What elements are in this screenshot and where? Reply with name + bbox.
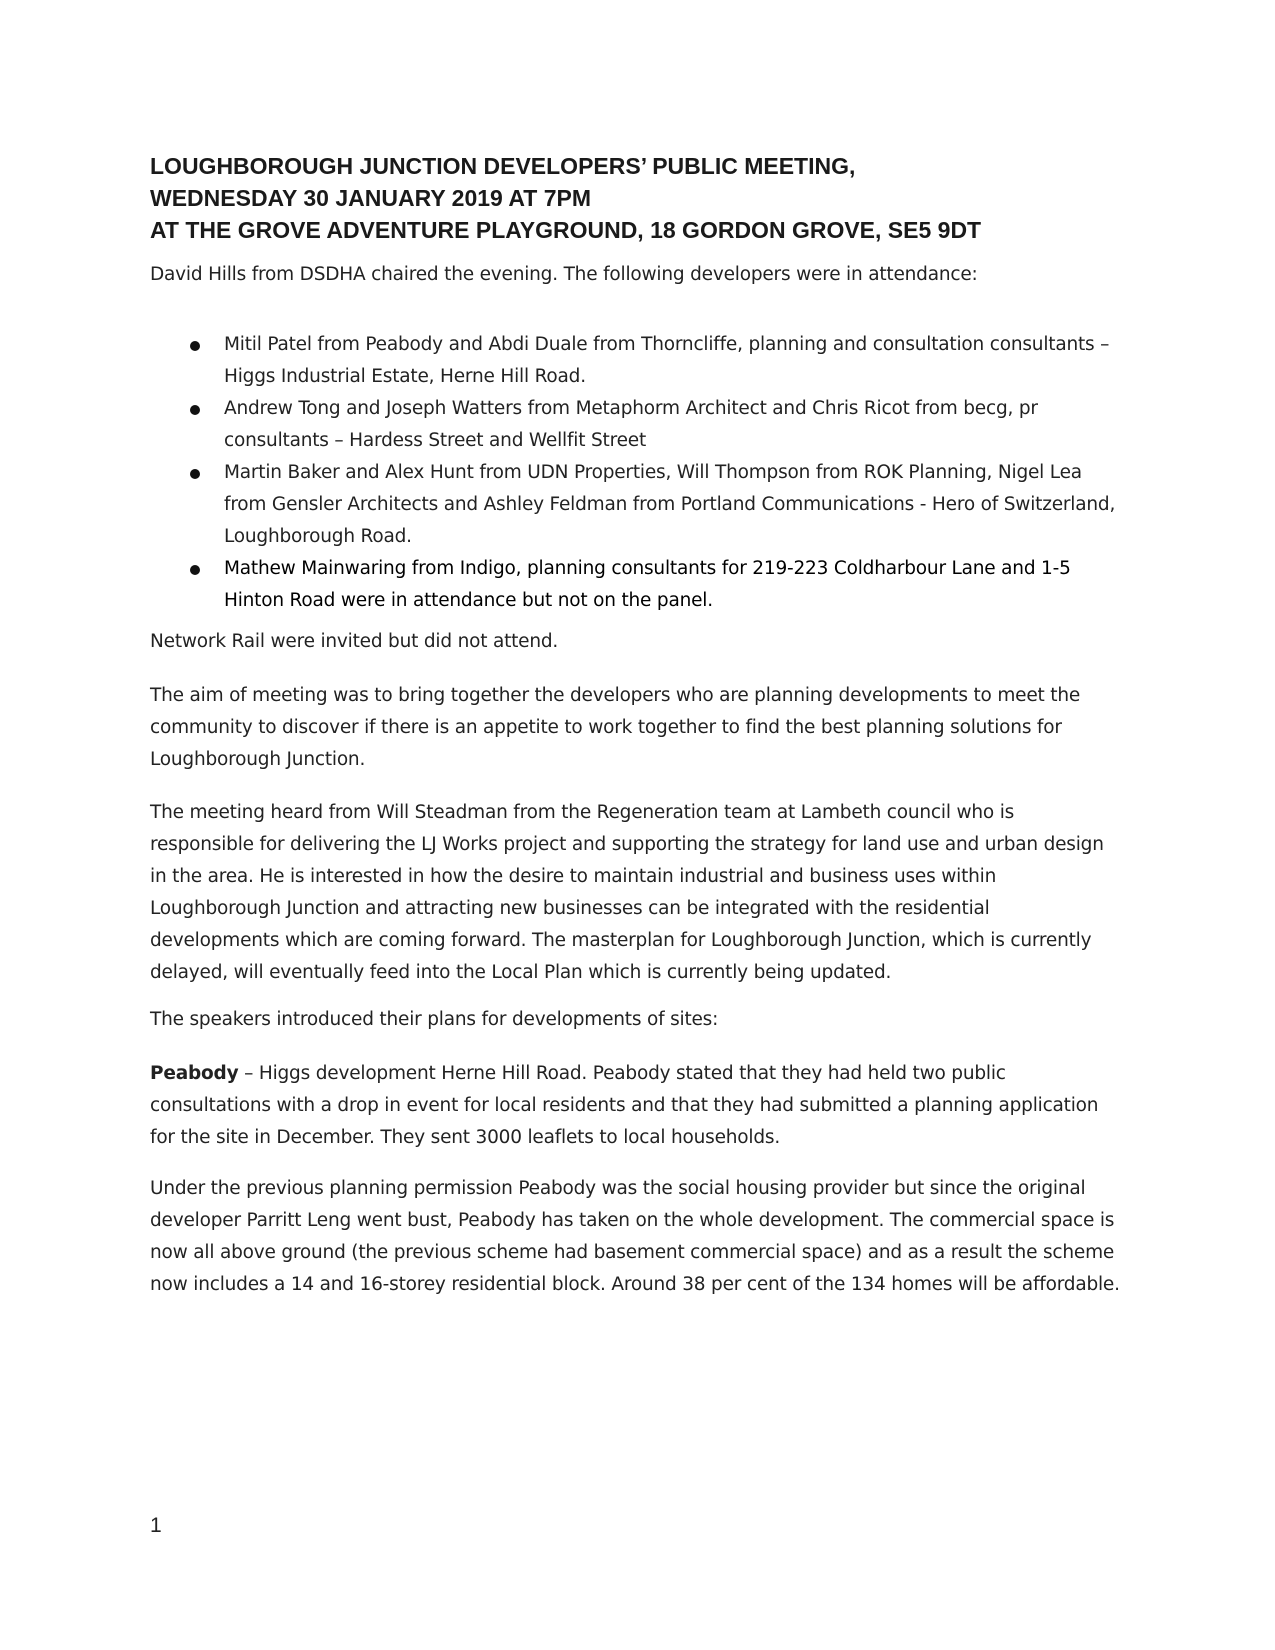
document-heading (150, 150, 1150, 246)
attendee-list (150, 329, 1120, 617)
page-number: 1 (150, 1514, 162, 1537)
list-item (150, 457, 1120, 553)
lambeth-paragraph: The meeting heard from Will Steadman from the Regeneration team at Lambeth council who is responsible for delivering the LJ Works project and supporting the strategy for land use and urban design in the area. He is interested in how the desire to maintain industrial and business uses within Loughborough Junction and attracting new businesses can be integrated with the residential developments which are coming forward. The masterplan for Loughborough Junction, which is currently delayed, will eventually feed into the Local Plan which is currently being updated. (150, 802, 1104, 983)
bullet-icon (190, 341, 200, 351)
peabody-label: Peabody (150, 1063, 239, 1084)
bullet-icon (190, 405, 200, 415)
attendee-text: Mathew Mainwaring from Indigo, planning consultants for 219-223 Coldharbour Lane and 1-5 Hinton Road were in attendance but not on the panel. (224, 558, 1071, 611)
bullet-icon (190, 469, 200, 479)
intro-paragraph: David Hills from DSDHA chaired the evening. The following developers were in attendance: (150, 264, 978, 285)
aim-paragraph: The aim of meeting was to bring together the developers who are planning developments to meet the community to discover if there is an appetite to work together to find the best planning solutions for Loughborough Junction. (150, 685, 1081, 770)
bullet-icon (190, 565, 200, 575)
peabody-paragraph (150, 1058, 1120, 1154)
attendee-text: Andrew Tong and Joseph Watters from Metaphorm Architect and Chris Ricot from becg, pr consultants – Hardess Street and Wellfit Street (224, 398, 1038, 451)
list-item (150, 393, 1120, 457)
heading-line-1: LOUGHBOROUGH JUNCTION DEVELOPERS’ PUBLIC MEETING, (150, 153, 856, 179)
heading-line-2: WEDNESDAY 30 JANUARY 2019 AT 7PM (150, 185, 591, 211)
attendee-text: Martin Baker and Alex Hunt from UDN Properties, Will Thompson from ROK Planning, Nigel Lea from Gensler Architects and Ashley Feldman from Portland Communications - Hero of Switzerland, Loughborough Road. (224, 462, 1116, 547)
speakers-paragraph: The speakers introduced their plans for developments of sites: (150, 1009, 719, 1030)
peabody-text: – Higgs development Herne Hill Road. Peabody stated that they had held two public consultations with a drop in event for local residents and that they had submitted a planning application for the site in December. They sent 3000 leaflets to local households. (150, 1063, 1099, 1148)
list-item (150, 329, 1120, 393)
previous-permission-paragraph: Under the previous planning permission Peabody was the social housing provider but since the original developer Parritt Leng went bust, Peabody has taken on the whole development. The commercial space is now all above ground (the previous scheme had basement commercial space) and as a result the scheme now includes a 14 and 16-storey residential block. Around 38 per cent of the 134 homes will be affordable. (150, 1178, 1120, 1295)
network-rail-paragraph: Network Rail were invited but did not attend. (150, 631, 559, 652)
heading-line-3: AT THE GROVE ADVENTURE PLAYGROUND, 18 GORDON GROVE, SE5 9DT (150, 217, 982, 243)
attendee-text: Mitil Patel from Peabody and Abdi Duale from Thorncliffe, planning and consultation consultants – Higgs Industrial Estate, Herne Hill Road. (224, 334, 1110, 387)
list-item (150, 553, 1120, 617)
